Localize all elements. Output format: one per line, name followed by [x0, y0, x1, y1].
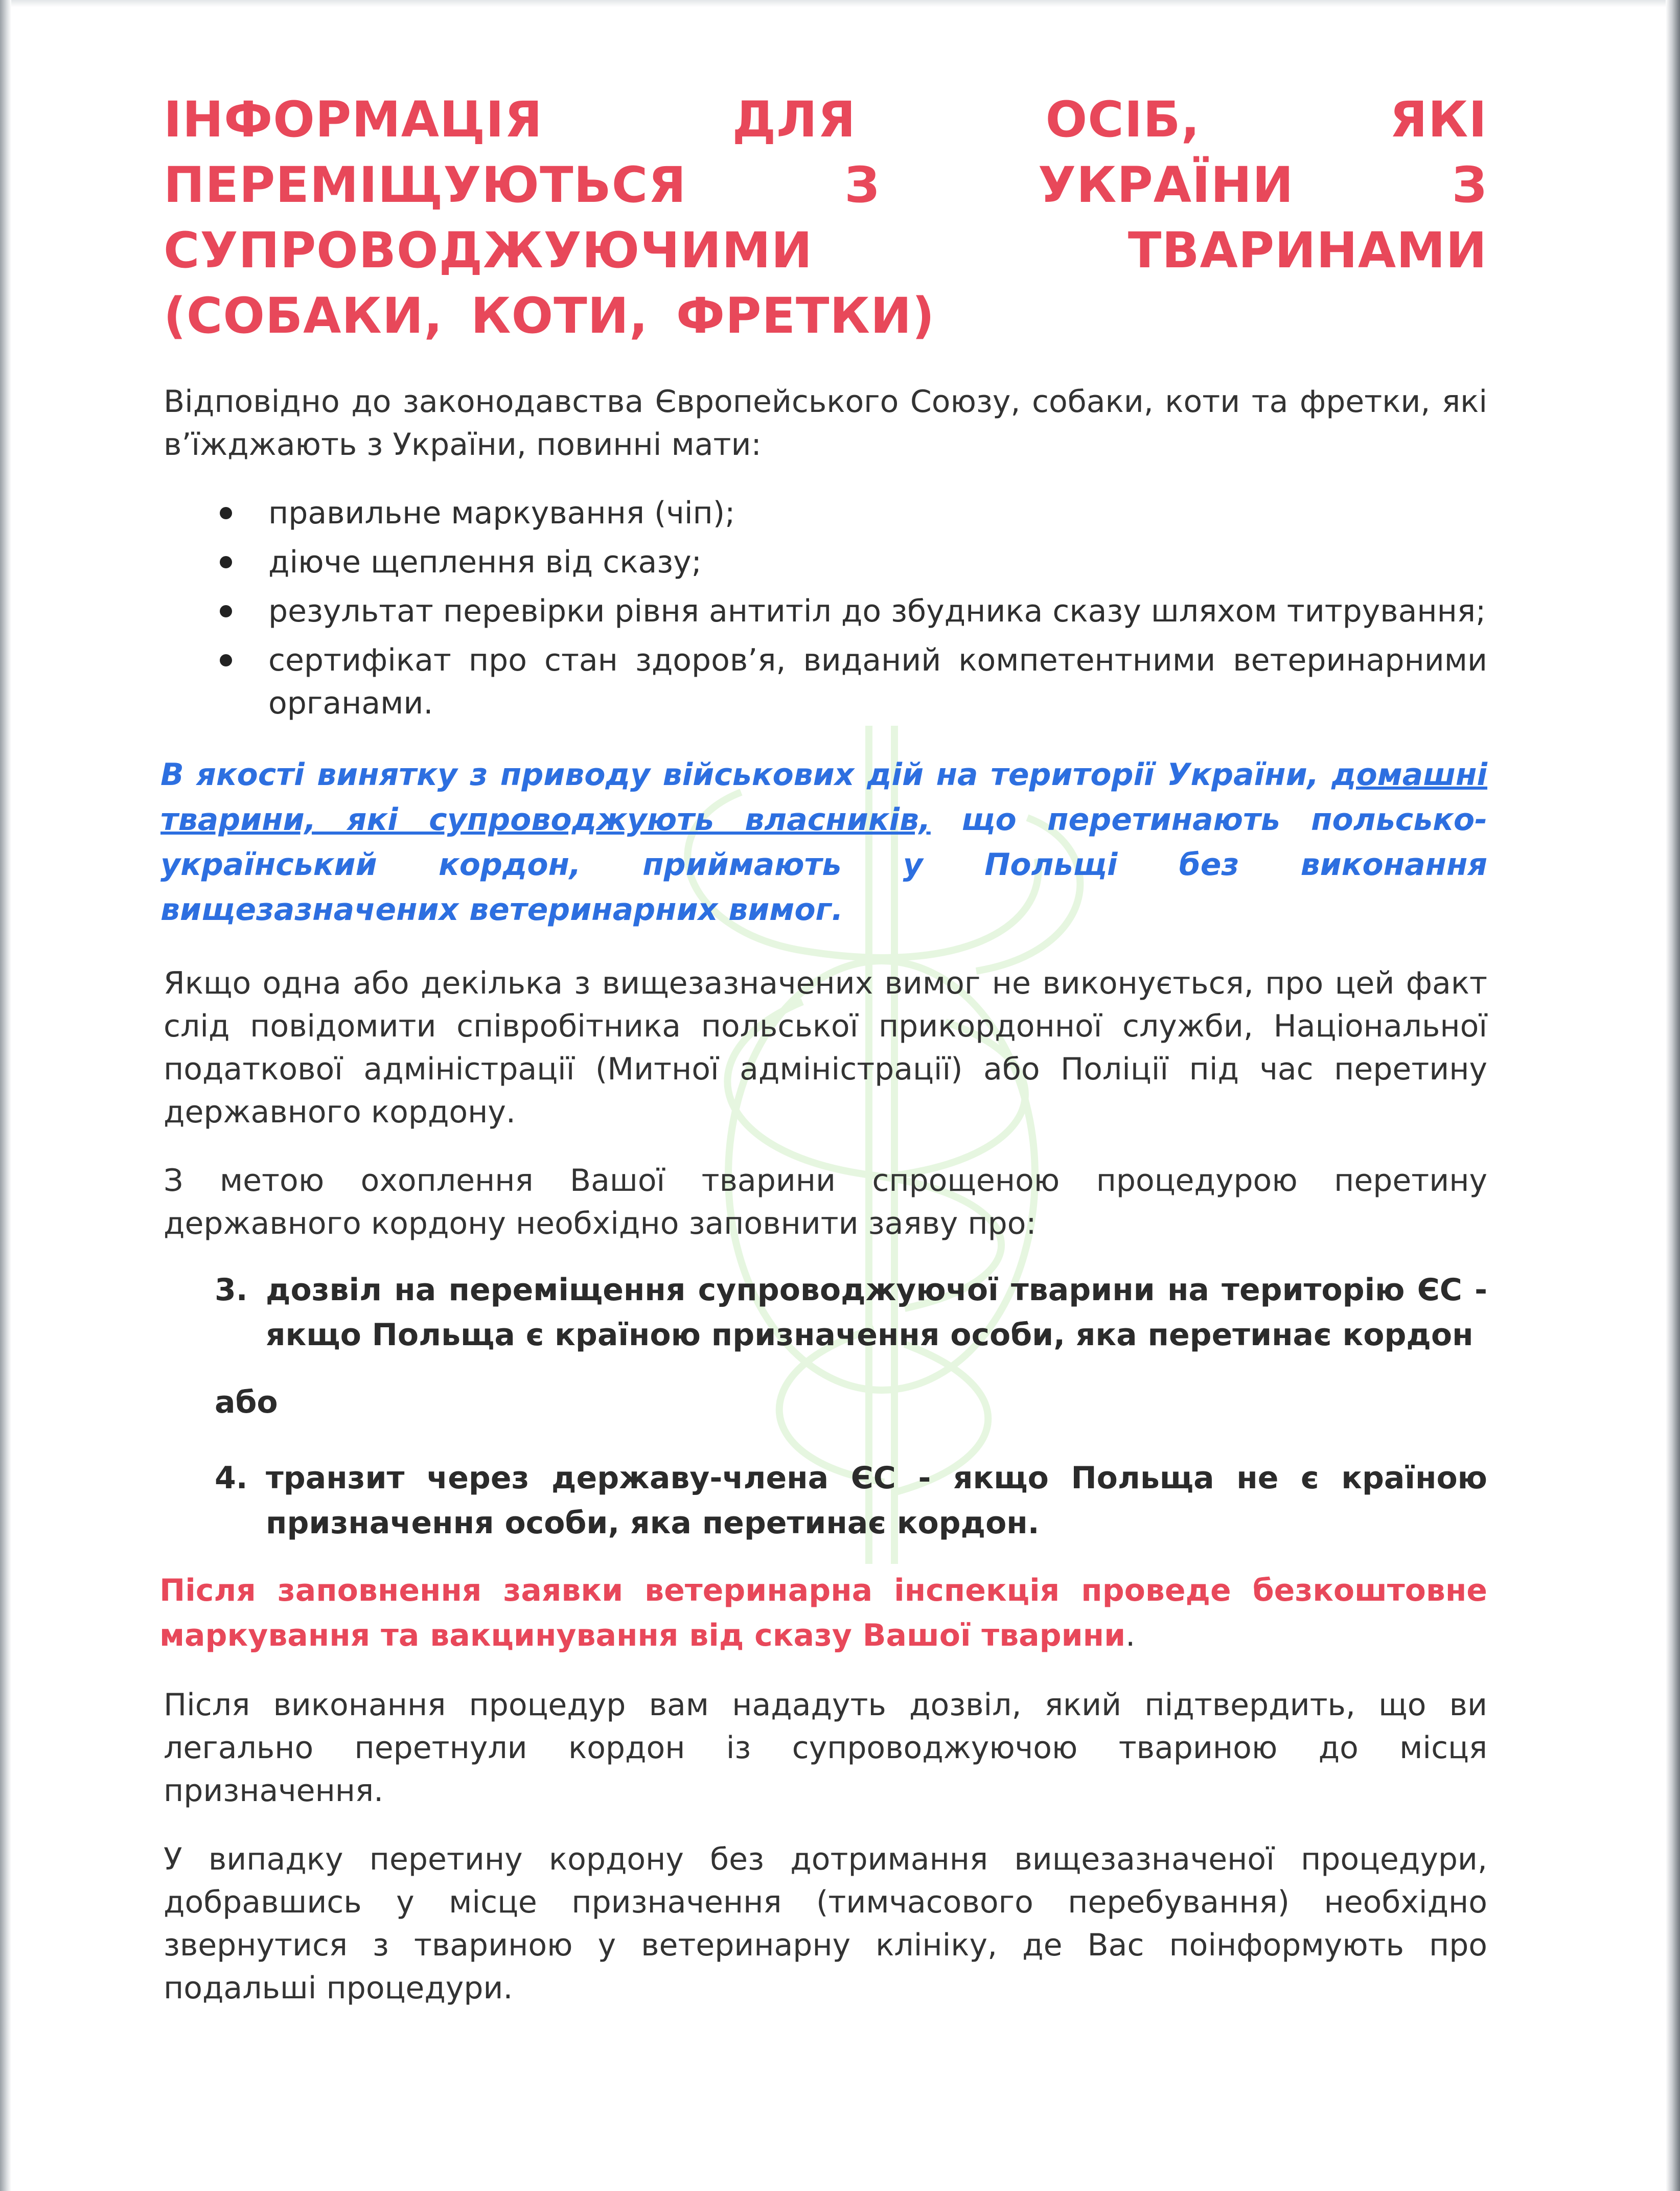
- bullet-icon: [220, 556, 232, 568]
- option-number: 4.: [215, 1460, 248, 1496]
- list-item: [268, 492, 1487, 535]
- requirements-list: [164, 492, 1487, 725]
- list-item-text: сертифікат про стан здоров’я, виданий компетентними ветеринарними органами.: [268, 642, 1487, 721]
- intro-paragraph: Відповідно до законодавства Європейського Союзу, собаки, коти та фретки, які в’їжджають з України, повинні мати:: [164, 384, 1487, 463]
- option-number: 3.: [215, 1272, 248, 1308]
- exception-text-end: що перетинають польсько-український кордон, приймають у Польщі без виконання вищезазначених ветеринарних вимог.: [160, 802, 1487, 928]
- document-content: [159, 87, 1487, 2035]
- bullet-icon: [220, 605, 232, 617]
- list-item: [268, 639, 1487, 725]
- application-options-list: [164, 1267, 1487, 1357]
- list-item-text: правильне маркування (чіп);: [268, 495, 735, 531]
- or-separator: або: [215, 1385, 278, 1420]
- list-item: [268, 590, 1487, 633]
- list-item: [268, 541, 1487, 584]
- bullet-icon: [220, 507, 232, 519]
- exception-underlined-text: домашні тварини, які супроводжують власників,: [160, 757, 1487, 838]
- list-item: [215, 1267, 1487, 1357]
- list-item-text: діюче щеплення від сказу;: [268, 544, 702, 580]
- document-title: ІНФОРМАЦІЯ ДЛЯ ОСІБ, ЯКІ ПЕРЕМІЩУЮТЬСЯ З УКРАЇНИ З СУПРОВОДЖУЮЧИМИ ТВАРИНАМИ (СОБАКИ, КОТИ, ФРЕТКИ): [164, 91, 1487, 344]
- notify-paragraph: Якщо одна або декілька з вищезазначених вимог не виконується, про цей факт слід повідомити співробітника польської прикордонної служби, Національної податкової адміністрації (Митної адміністрації) або Поліції під час перетину державного кордону.: [164, 965, 1487, 1130]
- scan-edge-right: [1666, 0, 1680, 2191]
- list-item: [215, 1456, 1487, 1546]
- permit-paragraph: Після виконання процедур вам нададуть дозвіл, який підтвердить, що ви легально перетнули кордон із супроводжуючою твариною до місця призначення.: [164, 1687, 1487, 1809]
- exception-paragraph: [160, 752, 1487, 932]
- free-service-period: .: [1125, 1618, 1136, 1653]
- list-item-text: результат перевірки рівня антитіл до збудника сказу шляхом титрування;: [268, 593, 1486, 629]
- without-procedure-paragraph: У випадку перетину кордону без дотримання вищезазначеної процедури, добравшись у місце призначення (тимчасового перебування) необхідно звернутися з твариною у ветеринарну клініку, де Вас поінформують про подальші процедури.: [164, 1841, 1487, 2006]
- scan-edge-top: [0, 0, 1680, 7]
- bullet-icon: [220, 654, 232, 666]
- application-intro-paragraph: З метою охоплення Вашої тварини спрощеною процедурою перетину державного кордону необхідно заповнити заяву про:: [164, 1163, 1487, 1241]
- free-service-paragraph: [159, 1568, 1487, 1658]
- free-service-text: Після заповнення заявки ветеринарна інспекція проведе безкоштовне маркування та вакцинування від сказу Вашої тварини: [159, 1573, 1487, 1653]
- application-options-list: [164, 1456, 1487, 1546]
- exception-text-start: В якості винятку з приводу військових дій на території України,: [160, 757, 1332, 793]
- option-text: транзит через державу-члена ЄС - якщо Польща не є країною призначення особи, яка перетинає кордон.: [266, 1460, 1487, 1541]
- option-text: дозвіл на переміщення супроводжуючої тварини на територію ЄС - якщо Польща є країною призначення особи, яка перетинає кордон: [266, 1272, 1487, 1353]
- scan-edge-left: [0, 0, 11, 2191]
